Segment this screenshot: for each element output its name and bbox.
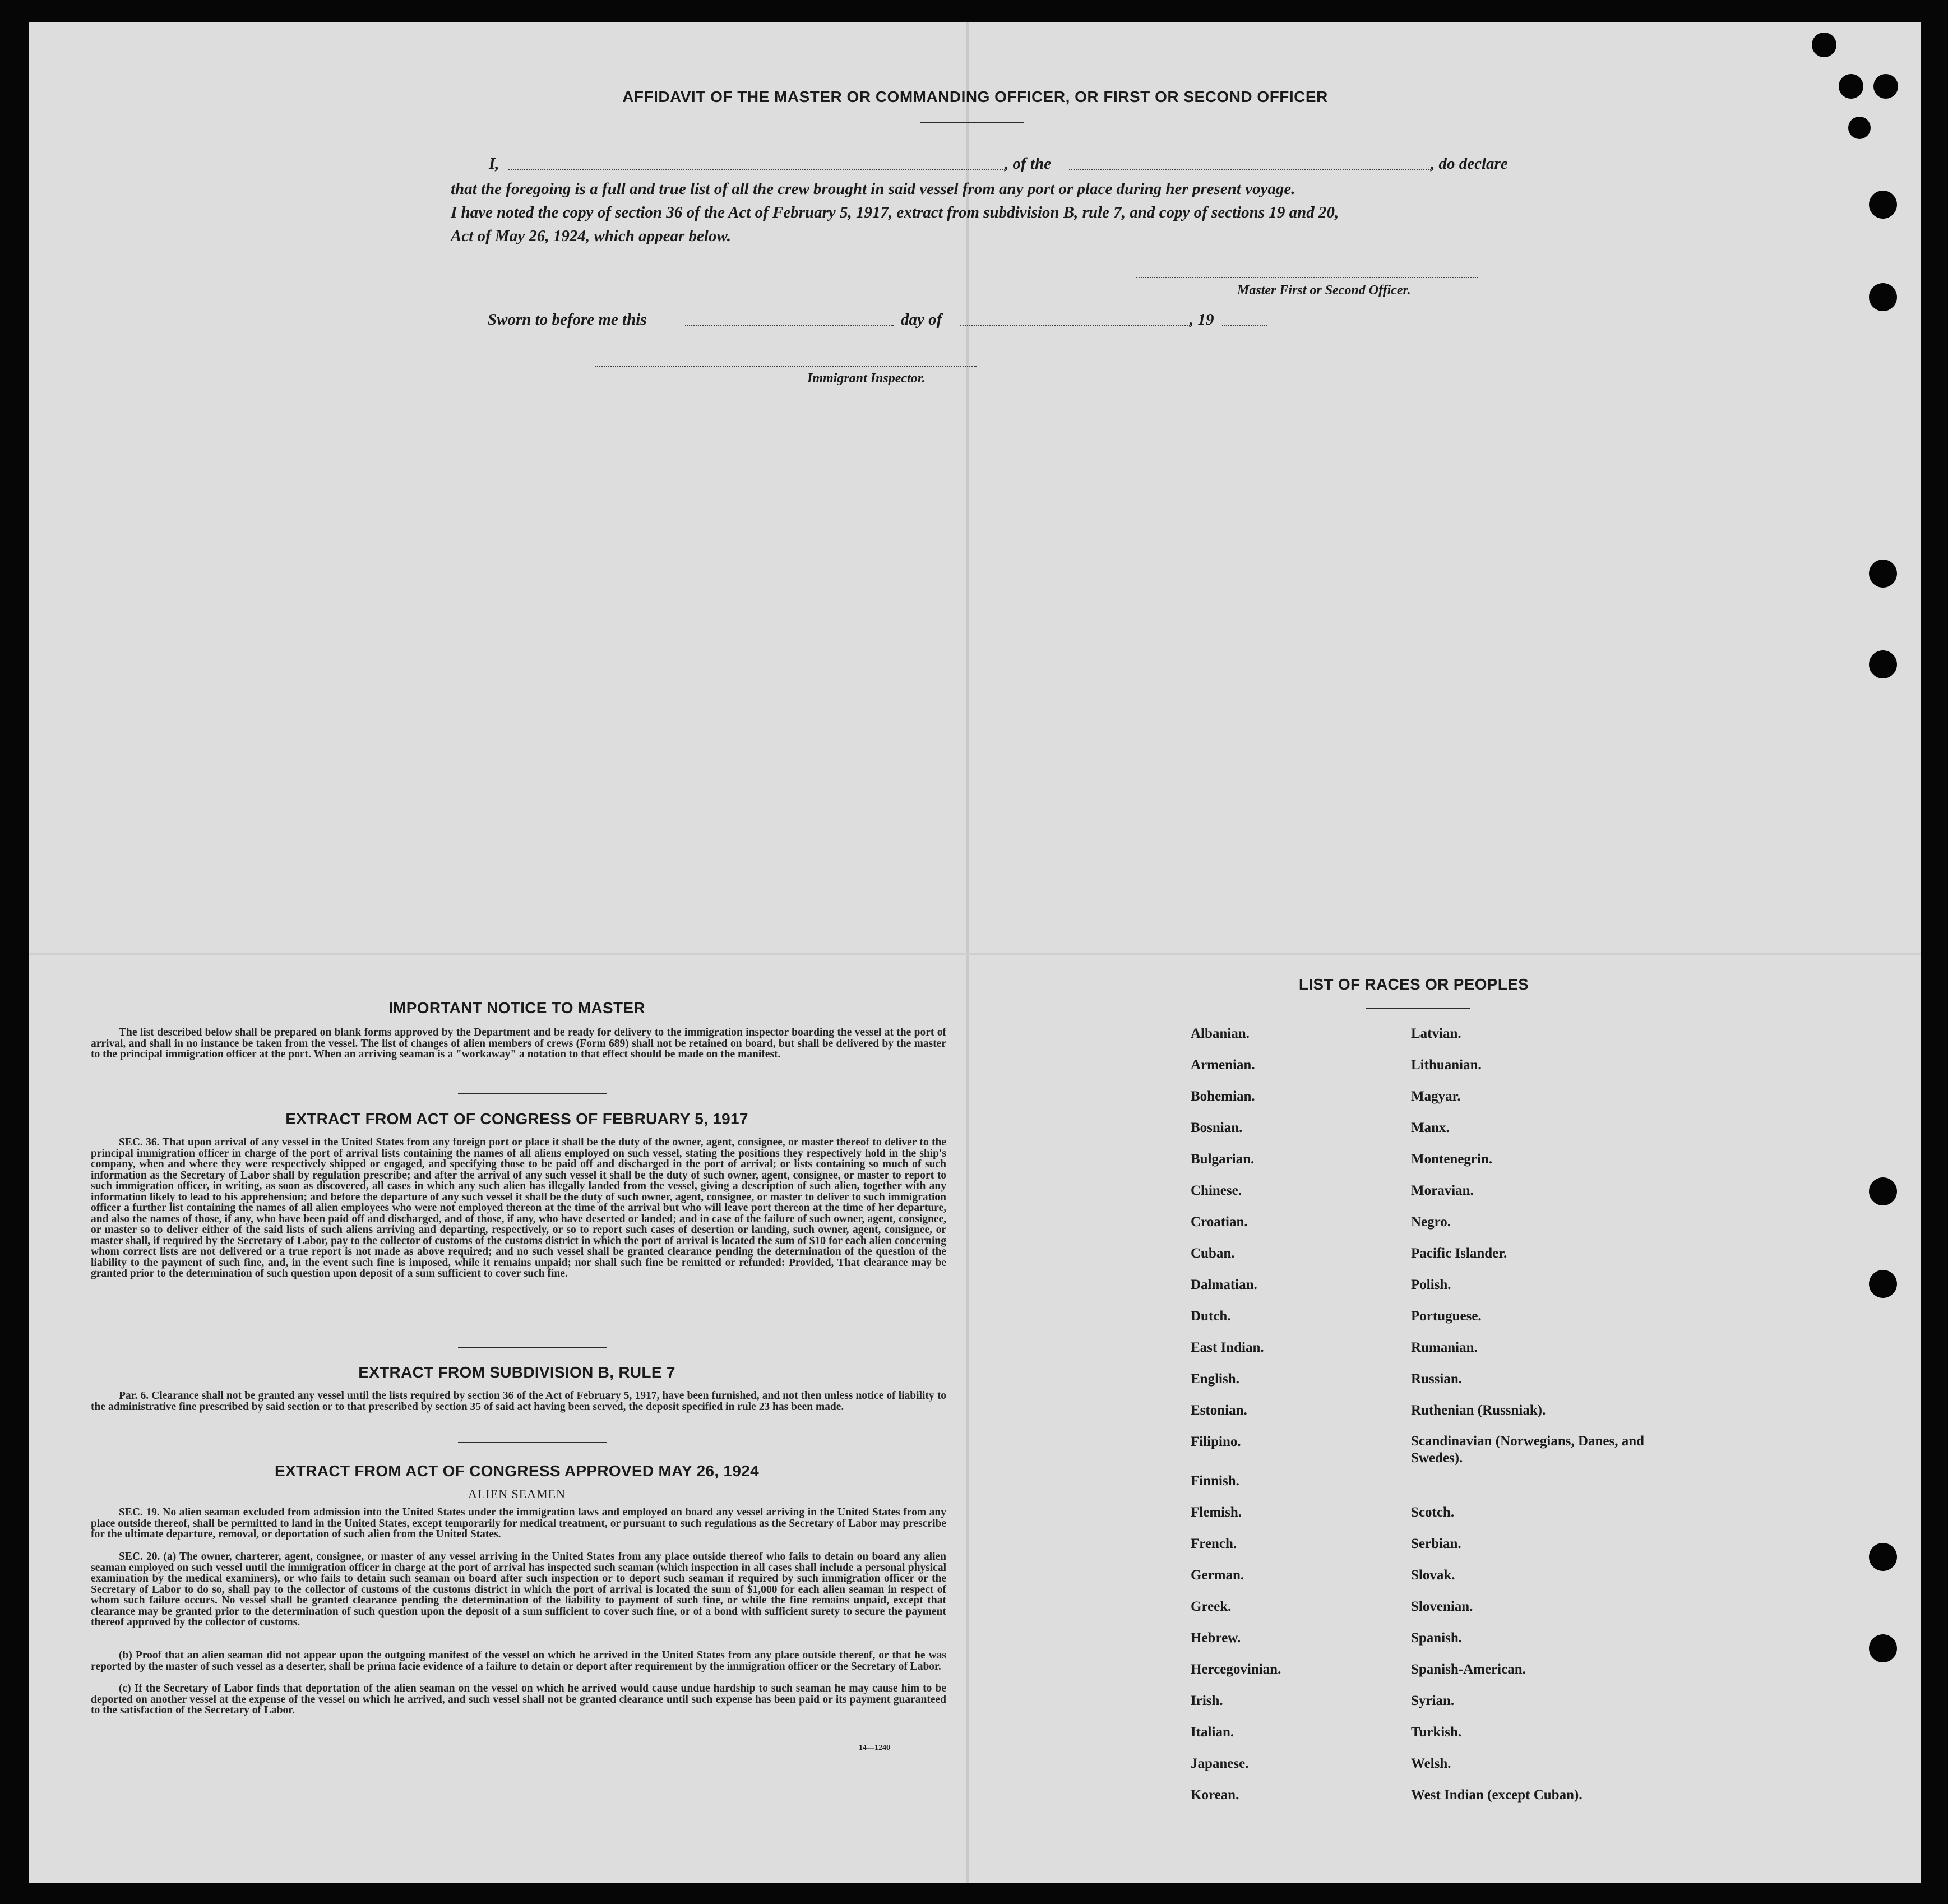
punch-hole <box>1869 1543 1897 1571</box>
races-title-rule <box>1366 1008 1470 1009</box>
race-item: Estonian. <box>1191 1403 1247 1418</box>
extract-1917-title: EXTRACT FROM ACT OF CONGRESS OF FEBRUARY 5, 1917 <box>285 1110 748 1127</box>
race-item: Japanese. <box>1191 1756 1249 1771</box>
race-item: Serbian. <box>1411 1536 1461 1551</box>
of-the-label: , of the <box>1005 155 1051 173</box>
race-item: Chinese. <box>1191 1183 1242 1198</box>
form-number: 14—1240 <box>859 1744 890 1752</box>
extract-1917-text: SEC. 36. That upon arrival of any vessel in the United States from any foreign port or place it shall be the duty of the owner, agent, consignee, or master thereof to deliver to the principal immigration officer in charge of the port of arrival lists containing the names of all aliens employed on such vessel, stating the positions they respectively hold in the ship's company, when and where they were respectively shipped or engaged, and specifying those to be paid off and discharged in the port of arrival; or lists containing so much of such information as the Secretary of Labor shall by regulation prescribe; and after the arrival of any such vessel it shall be the duty of such owner, agent, consignee, or master to report to such immigration officer, in writing, as soon as discovered, all cases in which any such alien has illegally landed from the vessel, giving a description of such alien, together with any information likely to lead to his apprehension; and before the departure of any such vessel it shall be the duty of such owner, agent, consignee, or master to deliver to such immigration officer a further list containing the names of all alien employees who were not employed thereon at the time of the arrival but who will leave port thereon at the time of her departure, and also the names of those, if any, who have been paid off and discharged, and of those, if any, who have deserted or landed; and in case of the failure of such owner, agent, consignee, or master so to deliver either of the said lists of such aliens arriving and departing, respectively, or so to report such cases of desertion or landing, such owner, agent, consignee, or master shall, if required by the Secretary of Labor, pay to the collector of customs of the customs district in which the port of arrival is located the sum of $10 for each alien concerning whom correct lists are not delivered or a true report is not made as above required; and no such vessel shall be granted clearance pending the determination of the question of the liability to the payment of such fine, and, in the event such fine is imposed, while it remains unpaid; nor shall such fine be remitted or refunded: Provided, That clearance may be granted prior to the determination of such question upon deposit of a sum sufficient to cover such fine. <box>91 1136 946 1279</box>
sec-20c-text: (c) If the Secretary of Labor finds that deportation of the alien seaman on the vessel on which he arrived would cause undue hardship to such seaman he may cause him to be deported on another vessel at the expense of the vessel on which he arrived, and such vessel shall not be granted clearance until such expense has been paid or its payment guaranteed to the satisfaction of the Secretary of Labor. <box>91 1683 946 1716</box>
race-item: Bulgarian. <box>1191 1152 1255 1167</box>
race-item: Rumanian. <box>1411 1340 1478 1355</box>
punch-hole <box>1812 33 1836 57</box>
punch-hole <box>1869 283 1897 311</box>
race-item: Spanish-American. <box>1411 1662 1526 1677</box>
race-item: French. <box>1191 1536 1237 1551</box>
horizontal-fold-line <box>29 953 1921 955</box>
declare-label: , do declare <box>1431 155 1508 173</box>
race-item: Turkish. <box>1411 1725 1462 1740</box>
race-item: German. <box>1191 1568 1244 1583</box>
race-item: Croatian. <box>1191 1214 1248 1230</box>
affidavit-i-label: I, <box>489 155 499 173</box>
race-item: Armenian. <box>1191 1057 1255 1073</box>
race-item: Scotch. <box>1411 1505 1455 1520</box>
affidavit-title: AFFIDAVIT OF THE MASTER OR COMMANDING OFFICER, OR FIRST OR SECOND OFFICER <box>622 88 1328 105</box>
sworn-day-field[interactable] <box>685 325 894 326</box>
inspector-label: Immigrant Inspector. <box>807 371 926 386</box>
race-item: Hercegovinian. <box>1191 1662 1281 1677</box>
races-title: LIST OF RACES OR PEOPLES <box>1298 976 1529 993</box>
section-rule <box>458 1347 607 1348</box>
inspector-signature-field[interactable] <box>595 366 977 367</box>
race-item: Latvian. <box>1411 1026 1461 1041</box>
race-item: Korean. <box>1191 1787 1239 1803</box>
race-item: Bosnian. <box>1191 1120 1243 1135</box>
form-sheet <box>29 22 1921 1883</box>
master-signature-field[interactable] <box>1136 277 1478 278</box>
year-field[interactable] <box>1222 325 1267 326</box>
extract-rule7-text: Par. 6. Clearance shall not be granted any vessel until the lists required by section 36 of the Act of February 5, 1917, have been furnished, and not then unless notice of liability to the administrative fine prescribed by said section or to that prescribed by section 35 of said act having been served, the deposit specified in rule 23 has been made. <box>91 1390 946 1413</box>
race-item: Ruthenian (Russniak). <box>1411 1403 1546 1418</box>
race-item: Slovenian. <box>1411 1599 1473 1614</box>
race-item: Syrian. <box>1411 1693 1455 1708</box>
race-item: Negro. <box>1411 1214 1451 1230</box>
sworn-label: Sworn to before me this <box>488 311 647 329</box>
race-item: Albanian. <box>1191 1026 1250 1041</box>
sec-20a-text: SEC. 20. (a) The owner, charterer, agent, consignee, or master of any vessel arriving in the United States from any place outside thereof who fails to detain on board any alien seaman employed on such vessel until the immigration officer in charge at the port of arrival has inspected such seaman (which inspection in all cases shall include a personal physical examination by the medical examiners), or who fails to detain such seaman on board after such inspection or to deport such seaman if required by such immigration officer or the Secretary of Labor to do so, shall pay to the collector of customs of the customs district in which the port of arrival is located the sum of $1,000 for each alien seaman in respect of whom such failure occurs. No vessel shall be granted clearance pending the determination of the liability to payment of such fine, or while the fine remains unpaid, except that clearance may be granted prior to the determination of such question upon the deposit of a sum sufficient to cover such fine, or of a bond with sufficient surety to secure the payment thereof approved by the collector of customs. <box>91 1551 946 1628</box>
race-item: Pacific Islander. <box>1411 1246 1507 1261</box>
affidavit-line-2: that the foregoing is a full and true list of all the crew brought in said vessel from any port or place during her present voyage. <box>451 180 1295 198</box>
race-item: Moravian. <box>1411 1183 1474 1198</box>
race-item: Manx. <box>1411 1120 1450 1135</box>
race-item: Scandinavian (Norwegians, Danes, and Swedes). <box>1411 1434 1645 1466</box>
punch-hole <box>1869 1634 1897 1662</box>
punch-hole <box>1869 1177 1897 1205</box>
vessel-field[interactable] <box>1069 169 1433 170</box>
race-item: Montenegrin. <box>1411 1152 1493 1167</box>
race-item: Polish. <box>1411 1277 1451 1292</box>
race-item: Cuban. <box>1191 1246 1235 1261</box>
alien-seamen-subtitle: ALIEN SEAMEN <box>468 1487 566 1501</box>
race-item: Bohemian. <box>1191 1089 1255 1104</box>
race-item: Finnish. <box>1191 1473 1239 1489</box>
race-item: Dutch. <box>1191 1309 1231 1324</box>
race-item: Flemish. <box>1191 1505 1242 1520</box>
section-rule <box>458 1442 607 1443</box>
race-item: Greek. <box>1191 1599 1232 1614</box>
race-item: Magyar. <box>1411 1089 1461 1104</box>
race-item: Welsh. <box>1411 1756 1451 1771</box>
affidavit-line-3: I have noted the copy of section 36 of the Act of February 5, 1917, extract from subdivision B, rule 7, and copy of sections 19 and 20, <box>451 204 1339 221</box>
notice-text: The list described below shall be prepared on blank forms approved by the Department and be ready for delivery to the immigration inspector boarding the vessel at the port of arrival, and shall in no instance be taken from the vessel. The list of changes of alien members of crews (Form 689) shall not be retained on board, but shall be delivered by the master to the principal immigration officer at the port. When an arriving seaman is a "workaway" a notation to that effect should be made on the manifest. <box>91 1027 946 1060</box>
race-item: Italian. <box>1191 1725 1234 1740</box>
title-rule <box>920 122 1024 123</box>
section-rule <box>458 1093 607 1094</box>
vertical-fold-line <box>966 22 969 1883</box>
sec-20b-text: (b) Proof that an alien seaman did not appear upon the outgoing manifest of the vessel on which he arrived in the United States from any place outside thereof, or that he was reported by the master of such vessel as a deserter, shall be prima facie evidence of a failure to detain or deport after requirement by the immigration officer or the Secretary of Labor. <box>91 1649 946 1672</box>
race-item: Hebrew. <box>1191 1630 1241 1646</box>
punch-hole <box>1848 117 1871 139</box>
punch-hole <box>1869 191 1897 219</box>
race-item: Portuguese. <box>1411 1309 1482 1324</box>
race-item: English. <box>1191 1371 1239 1387</box>
race-item: Spanish. <box>1411 1630 1463 1646</box>
punch-hole <box>1869 560 1897 588</box>
race-item: Irish. <box>1191 1693 1223 1708</box>
notice-title: IMPORTANT NOTICE TO MASTER <box>388 999 645 1016</box>
name-field[interactable] <box>508 169 1007 170</box>
race-item: Russian. <box>1411 1371 1463 1387</box>
race-item: Lithuanian. <box>1411 1057 1482 1073</box>
race-item: Filipino. <box>1191 1434 1241 1449</box>
master-signature-label: Master First or Second Officer. <box>1237 283 1411 298</box>
sec-19-text: SEC. 19. No alien seaman excluded from admission into the United States under the immigration laws and employed on board any vessel arriving in the United States from any place outside thereof, shall be permitted to land in the United States, except temporarily for medical treatment, or pursuant to such regulations as the Secretary of Labor may prescribe for the ultimate departure, removal, or deportation of such alien from the United States. <box>91 1506 946 1540</box>
affidavit-line-4: Act of May 26, 1924, which appear below. <box>451 227 731 245</box>
extract-1924-title: EXTRACT FROM ACT OF CONGRESS APPROVED MAY 26, 1924 <box>275 1462 759 1480</box>
extract-rule7-title: EXTRACT FROM SUBDIVISION B, RULE 7 <box>358 1364 675 1381</box>
sworn-month-field[interactable] <box>960 325 1192 326</box>
day-of-label: day of <box>901 311 942 329</box>
punch-hole <box>1869 1270 1897 1298</box>
punch-hole <box>1869 650 1897 678</box>
race-item: Slovak. <box>1411 1568 1455 1583</box>
year-label: , 19 <box>1190 311 1214 329</box>
race-item: East Indian. <box>1191 1340 1264 1355</box>
race-item: West Indian (except Cuban). <box>1411 1787 1583 1803</box>
race-item: Dalmatian. <box>1191 1277 1257 1292</box>
